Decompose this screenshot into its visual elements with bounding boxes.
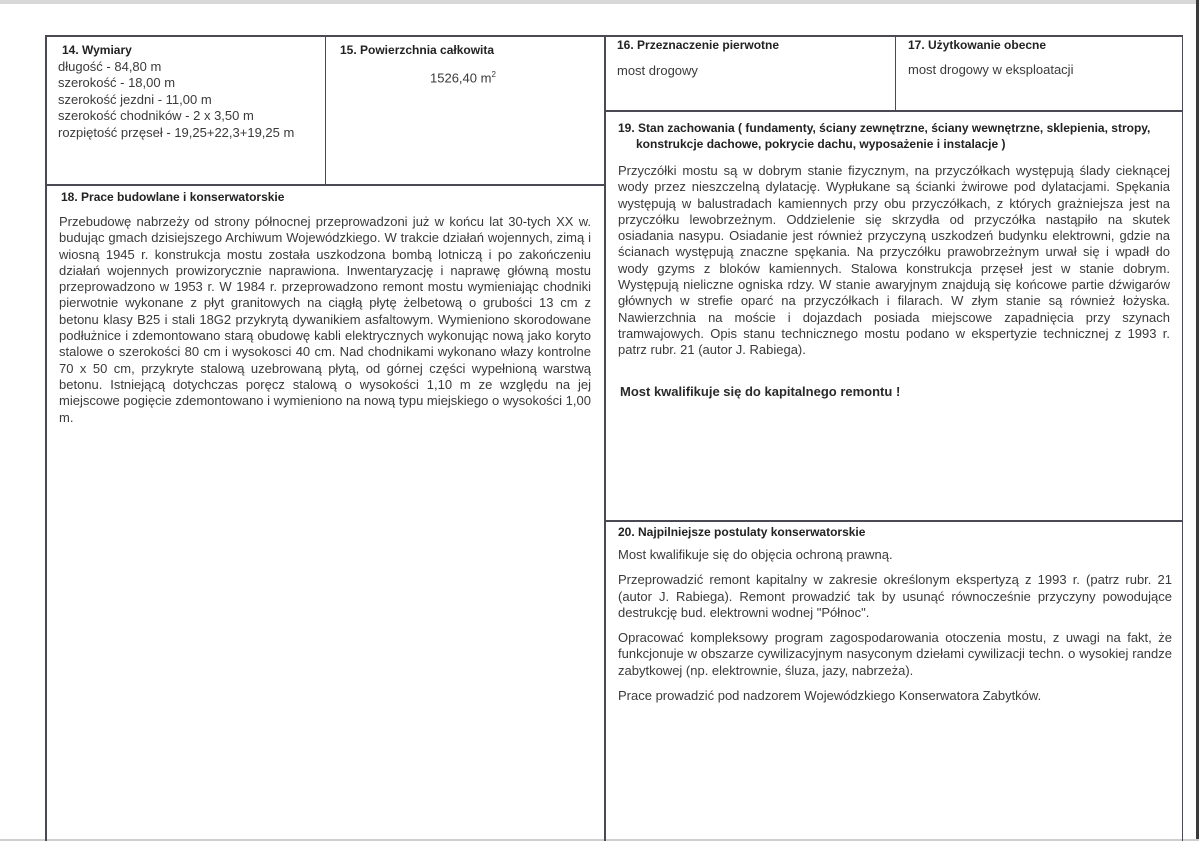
current-use-value: most drogowy w eksploatacji [908,62,1074,77]
grid-line-right-row-top [604,110,1182,112]
postulate-paragraph-3: Opracować kompleksowy program zagospodarowania otoczenia mostu, z uwagi na fakt, że funkcjonuje w obszarze cywilizacyjnym nasyconym dziełami cywilizacji techn. o wysokiej randze zabytkowej (np. elektrownie, śluza, jazy, nabrzeża). [618,630,1172,678]
section-16-heading: 16. Przeznaczenie pierwotne [617,38,780,52]
section-19-heading-line2: konstrukcje dachowe, pokrycie dachu, wyposażenie i instalacje ) [636,137,1006,151]
dimension-width: szerokość - 18,00 m [58,75,176,91]
section-15-total-area [340,40,600,87]
dimension-span-lengths: rozpiętość przęseł - 19,25+22,3+19,25 m [58,124,295,140]
state-of-preservation-text: Przyczółki mostu są w dobrym stanie fizycznym, na przyczółkach występują ślady cieknącej wody przez nieszczelną dylatację. Wypłukane są ścianki żwirowe pod dylatacjami. Spękania występują w balustradach kamiennych przy obu przyczółkach, z których grażniejsza jest na przyczółku lewobrzeżnym. Oddzielenie się skrzydła od przyczółka nastąpiło na skutek osiadania nasypu. Osiadanie jest również przyczyną uszkodzeń budynku elektrowni, gdzie na ścianach występują znaczne spękania. Na przyczółku prawobrzeżnym urwał się i wpadł do wody gzyms z bloków kamiennych. Stalowa konstrukcja przęseł jest w stanie dobrym. Występują nieliczne ogniska rdzy. W stanie awaryjnym znajdują się końcowe partie dźwigarów głównych w strefie oparć na przyczółkach i filarach. W złym stanie są również łożyska. Nawierzchnia na moście i dojazdach posiada miejscowe zapadnięcia przy szynach tramwajowych. Opis stanu technicznego mostu podano w ekspertyzie technicznej z 1993 r. patrz rubr. 21 (autor J. Rabiega). [618,163,1170,358]
original-purpose-value: most drogowy [617,63,698,78]
section-18-construction-works [59,190,591,426]
conclusion-text: Most kwalifikuje się do kapitalnego remontu ! [620,383,901,399]
construction-works-text: Przebudowę nabrzeży od strony północnej przeprowadzoni już w końcu lat 30-tych XX w. budując gmach dzisiejszego Archiwum Wojewódzkiego. W trakcie działań wojennych, zimą i wiosną 1945 r. konstrukcja mostu została uszkodzona bombą lotniczą i po zakończeniu działań wojennych prowizorycznie naprawiona. Inwentaryzację i naprawę główną mostu przeprowadzono w 1953 r. W 1984 r. przeprowadzono remont mostu wymieniając chodniki pierwotnie wykonane z płyt granitowych na ciągłą płytę żelbetową o grubości 13 cm z betonu klasy B25 i stali 18G2 przykrytą dywanikiem asfaltowym. Wymieniono skorodowane podłużnice i zdemontowano starą obudowę kabli elektrycznych wykonując nową jako koryto stalowe o szerokości 80 cm i wysokosci 40 cm. Nad chodnikami wykonano włazy kontrolne 70 x 50 cm, przykryte stalową uzebrowaną płytą, od górnej części wypełnioną warstwą betonu. Istniejącą dotychczas poręcz stalową o wysokości 1,10 m ze względu na jej miejscowe pogięcie zdemontowano i wymieniono na nową typu miejskiego o wysokości 1,00 m. [59,214,591,425]
grid-line-top [45,35,1183,37]
section-14-dimensions [58,40,323,141]
section-17-current-use [908,38,1178,78]
grid-line-divider-16-17 [895,35,896,111]
grid-line-left [45,35,47,841]
section-14-heading: 14. Wymiary [62,43,132,57]
section-20-heading: 20. Najpilniejsze postulaty konserwatorskie [618,525,866,539]
section-18-heading: 18. Prace budowlane i konserwatorskie [61,190,285,204]
section-15-heading: 15. Powierzchnia całkowita [340,43,495,57]
dimension-roadway-width: szerokość jezdni - 11,00 m [58,91,212,107]
grid-line-left-row [45,184,605,186]
dimension-sidewalk-width: szerokość chodników - 2 x 3,50 m [58,108,254,124]
dimension-length: długość - 84,80 m [58,59,162,74]
section-16-original-purpose [617,38,892,79]
section-17-heading: 17. Użytkowanie obecne [908,38,1047,52]
section-19-heading-line1: 19. Stan zachowania ( fundamenty, ściany zewnętrzne, ściany wewnętrzne, sklepienia, stropy, [618,121,1151,135]
postulate-paragraph-1: Most kwalifikuje się do objęcia ochroną prawną. [618,547,893,562]
grid-line-right [1182,35,1183,841]
total-area-value: 1526,40 $m^2$ [430,70,496,86]
grid-line-center [604,35,606,841]
grid-line-right-row-mid [604,520,1182,522]
scan-edge-top [0,0,1199,4]
section-20-conservation-postulates [618,525,1172,712]
postulate-paragraph-4: Prace prowadzić pod nadzorem Wojewódzkiego Konserwatora Zabytków. [618,688,1042,704]
postulate-paragraph-2: Przeprowadzić remont kapitalny w zakresie określonym ekspertyzą z 1993 r. (patrz rubr. 21 (autor J. Rabiega). Remont prowadzić tak by usunąć równocześnie przyczyny powodujące destrukcję bud. elektrowni wodnej "Północ". [618,572,1172,620]
grid-line-divider-14-15 [325,35,326,185]
section-19-state-of-preservation [618,121,1170,399]
